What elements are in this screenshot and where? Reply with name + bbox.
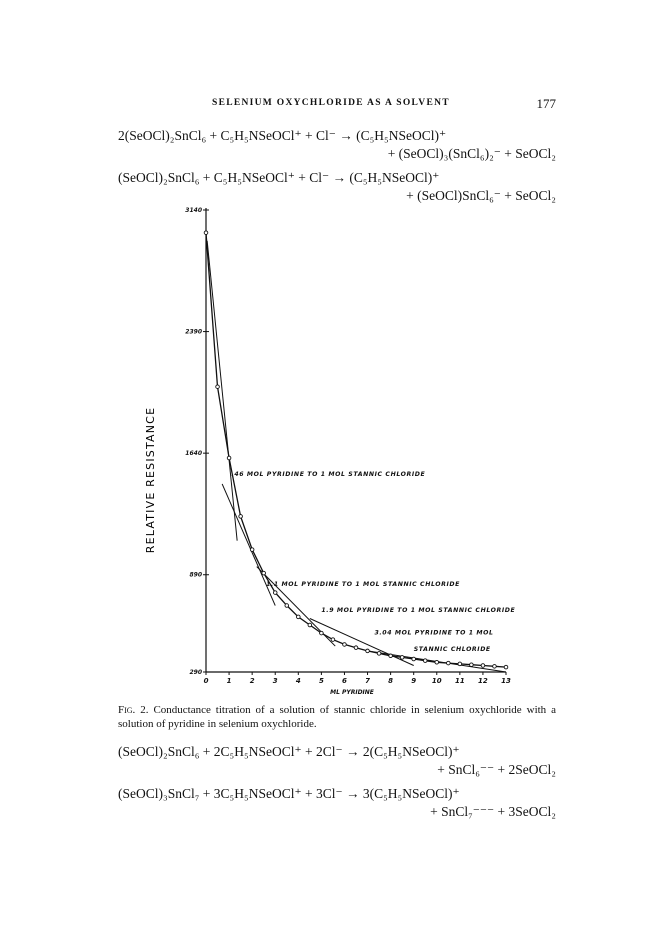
curve-annotation: 1.1 MOL PYRIDINE TO 1 MOL STANNIC CHLORIDE xyxy=(266,581,460,589)
equation-1-line-1: 2(SeOCl)₂SnCl₆ + C₅H₅NSeOCl⁺ + Cl⁻ → (C₅H₅NSeOCl)⁺ xyxy=(118,128,447,143)
data-point xyxy=(447,661,451,665)
x-tick-label: 12 xyxy=(478,677,488,685)
data-point xyxy=(389,654,393,658)
data-point xyxy=(262,571,266,575)
data-point xyxy=(435,660,439,664)
x-tick-label: 11 xyxy=(454,677,465,685)
x-tick-label: 3 xyxy=(272,677,278,685)
tangent-line xyxy=(310,619,414,666)
y-axis-label: RELATIVE RESISTANCE xyxy=(144,406,157,554)
equation-1-line-2: + (SeOCl)₃(SnCl₆)₂⁻ + SeOCl₂ xyxy=(387,146,556,161)
data-point xyxy=(308,623,312,627)
chart-axes xyxy=(206,208,506,672)
data-point xyxy=(343,643,347,647)
data-point xyxy=(504,665,508,669)
running-title: SELENIUM OXYCHLORIDE AS A SOLVENT xyxy=(212,98,450,108)
equation-3-line-2: + SnCl₆⁻⁻ + 2SeOCl₂ xyxy=(437,762,556,777)
y-tick-label: 2390 xyxy=(185,328,202,336)
caption-text: Conductance titration of a solution of stannic chloride in selenium oxychloride with a solution of pyridine in selenium oxychloride. xyxy=(118,704,556,730)
data-point xyxy=(481,664,485,668)
data-point xyxy=(354,646,358,650)
figure-caption xyxy=(118,703,556,731)
data-point xyxy=(412,657,416,661)
x-tick-label: 0 xyxy=(203,677,209,685)
equation-3-line-1: (SeOCl)₂SnCl₆ + 2C₅H₅NSeOCl⁺ + 2Cl⁻ → 2(C₅H₅NSeOCl)⁺ xyxy=(118,744,460,759)
data-point xyxy=(216,385,220,389)
equation-2-line-1: (SeOCl)₂SnCl₆ + C₅H₅NSeOCl⁺ + Cl⁻ → (C₅H₅NSeOCl)⁺ xyxy=(118,170,440,185)
data-point xyxy=(493,665,497,669)
data-point xyxy=(273,591,277,595)
equation-4-line-1: (SeOCl)₃SnCl₇ + 3C₅H₅NSeOCl⁺ + 3Cl⁻ → 3(C₅H₅NSeOCl)⁺ xyxy=(118,786,460,801)
data-point xyxy=(297,615,301,619)
curve-annotation: .46 MOL PYRIDINE TO 1 MOL STANNIC CHLORIDE xyxy=(231,470,426,478)
data-point xyxy=(458,662,462,666)
x-tick-label: 4 xyxy=(295,677,301,685)
curve-annotation: 3.04 MOL PYRIDINE TO 1 MOL xyxy=(374,629,494,637)
data-point xyxy=(400,656,404,660)
y-tick-label: 290 xyxy=(189,669,202,676)
page-number: 177 xyxy=(536,96,556,111)
x-tick-label: 6 xyxy=(342,677,347,685)
x-tick-label: 10 xyxy=(431,677,442,685)
data-point xyxy=(470,663,474,667)
y-tick-label: 1640 xyxy=(185,450,202,458)
x-tick-label: 2 xyxy=(249,677,255,685)
chart-annotations xyxy=(231,471,515,653)
x-tick-label: 7 xyxy=(365,677,370,685)
data-point xyxy=(227,456,231,460)
x-tick-label: 13 xyxy=(501,677,511,685)
data-point xyxy=(250,548,254,552)
chart-points xyxy=(204,231,508,669)
equation-4-line-2: + SnCl₇⁻⁻⁻ + 3SeOCl₂ xyxy=(430,804,556,819)
x-tick-label: 1 xyxy=(226,677,232,685)
data-point xyxy=(423,659,427,663)
data-point xyxy=(377,652,381,656)
titration-curve xyxy=(206,233,506,667)
y-tick-label: 890 xyxy=(189,571,202,579)
x-tick-label: 5 xyxy=(318,677,324,685)
data-point xyxy=(331,638,335,642)
curve-annotation: 1.9 MOL PYRIDINE TO 1 MOL STANNIC CHLORIDE xyxy=(321,607,516,615)
data-point xyxy=(285,604,289,608)
data-point xyxy=(320,631,324,635)
data-point xyxy=(239,515,243,519)
x-tick-label: 9 xyxy=(411,677,417,685)
x-axis-label: ML PYRIDINE xyxy=(330,689,374,696)
y-tick-label: 3140 xyxy=(185,207,202,214)
curve-annotation: STANNIC CHLORIDE xyxy=(413,645,491,653)
equation-2-line-2: + (SeOCl)SnCl₆⁻ + SeOCl₂ xyxy=(406,188,556,203)
caption-label: Fig. 2. xyxy=(118,704,149,716)
tangent-line xyxy=(207,241,237,541)
data-point xyxy=(366,649,370,653)
x-tick-label: 8 xyxy=(388,677,394,685)
data-point xyxy=(204,231,208,235)
